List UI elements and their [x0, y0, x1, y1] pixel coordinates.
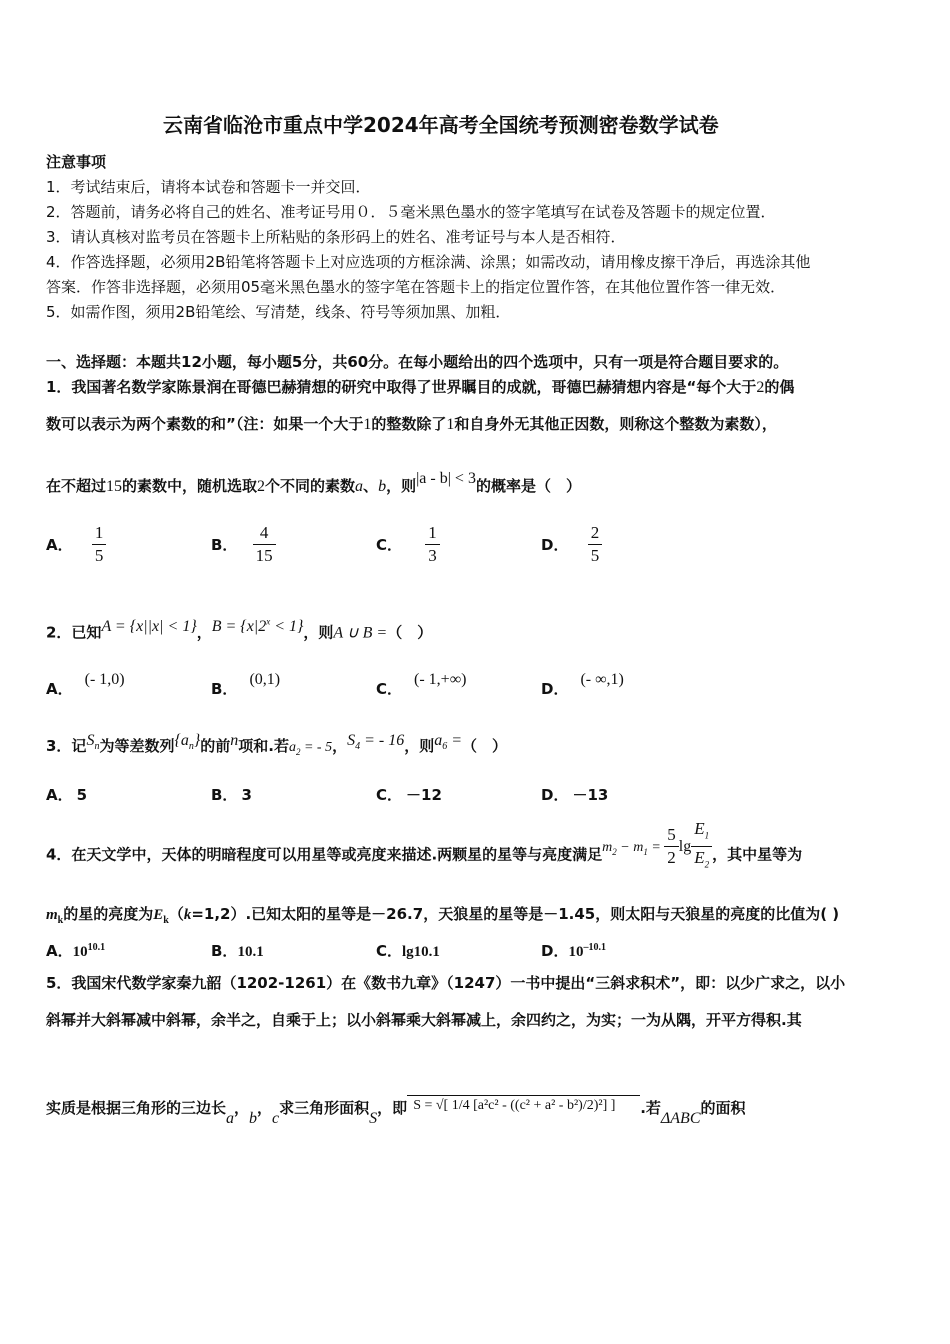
q3-text: 为等差数列	[99, 737, 175, 755]
notice-item: 2．答题前，请务必将自己的姓名、准考证号用０．５毫米黑色墨水的签字笔填写在试卷及答题卡的规定位置．	[46, 203, 776, 221]
option-value: lg10.1	[402, 944, 440, 960]
q5-line2: 斜幂并大斜幂减中斜幂，余半之，自乘于上；以小斜幂乘大斜幂减上，余四约之，为实；一为从隅，开平方得积.其	[46, 1011, 802, 1029]
q5-line1: 5．我国宋代数学家秦九韶（1202-1261）在《数书九章》（1247）一书中提出“三斜求积术”，即：以少广求之，以小	[46, 974, 846, 992]
option-value: －12	[406, 786, 442, 804]
q1-line2	[46, 414, 777, 435]
option-value: (- ∞,1)	[580, 671, 624, 688]
q3-option-d[interactable]	[541, 784, 608, 805]
option-value: (- 1,+∞)	[414, 671, 467, 688]
q1-option-a[interactable]	[46, 522, 106, 567]
q1-text: 的概率是（ ）	[475, 477, 581, 495]
notice-item: 1．考试结束后，请将本试卷和答题卡一并交回．	[46, 178, 371, 196]
q3-text: 的前	[200, 737, 231, 755]
q2-text: ，	[196, 623, 212, 642]
q2-set-b: $B = \{x|2^x < 1\}$	[211, 617, 304, 636]
option-label: C．	[376, 942, 403, 960]
q3-text: 项和.若	[238, 737, 289, 755]
q1-condition: |a - b| < 3	[416, 470, 476, 487]
notice-item: 答案．作答非选择题，必须用05毫米黑色墨水的签字笔在答题卡上的指定位置作答，在其他位置作答一律无效．	[46, 278, 786, 296]
q2-set-a: A = {x||x| < 1}	[101, 618, 197, 636]
q1-text: 1．我国著名数学家陈景润在哥德巴赫猜想的研究中取得了世界瞩目的成就，哥德巴赫猜想内容是“每个大于	[46, 378, 757, 396]
q3-target: $a_6$ =	[434, 732, 463, 753]
q1-text: 和自身外无其他正因数，则称这个整数为素数），	[454, 415, 777, 433]
q5-text: ，	[257, 1099, 273, 1117]
q4-sub: k	[57, 915, 64, 926]
q3-cond1: $a_2$ = - 5	[288, 740, 333, 757]
q4-stem	[46, 819, 803, 886]
option-fraction: $\frac{1}{5}$	[92, 522, 107, 567]
section-heading: 一、选择题：本题共12小题，每小题5分，共60分。在每小题给出的四个选项中，只有一项是符合题目要求的。	[46, 353, 789, 371]
q5-text: 求三角形面积	[279, 1099, 370, 1117]
option-value: 10	[568, 944, 584, 960]
option-value: 10	[72, 944, 88, 960]
q4-lg: lg	[678, 838, 692, 856]
q4-line2	[46, 904, 839, 931]
q4-formula: $m_2 - m_1$ =	[602, 840, 665, 858]
option-value: －13	[572, 786, 609, 804]
q1-num: 2	[257, 478, 266, 495]
q4-text: =1,2）.已知太阳的星等是－26.7，天狼星的星等是－1.45，则太阳与天狼星的亮度的比值为( )	[191, 905, 840, 923]
q5-formula: S = √[ 1/4 [a²c² - ((c² + a² - b²)/2)²] ]	[407, 1095, 640, 1116]
q2-option-c[interactable]	[376, 671, 467, 699]
q1-num: 1	[446, 416, 455, 433]
option-label: B．	[211, 786, 238, 804]
q4-var: E	[153, 907, 164, 923]
option-label: C．	[376, 786, 403, 804]
q1-text: 的素数中，随机选取	[122, 477, 258, 495]
q3-cond2: $S_4$ = - 16	[347, 732, 405, 753]
q3-text: ，	[332, 737, 348, 755]
option-label: D．	[541, 680, 569, 698]
q1-text: 的偶	[764, 378, 795, 396]
q5-text: 实质是根据三角形的三边长	[46, 1099, 227, 1117]
q4-text: ，其中星等为	[712, 845, 803, 864]
q5-var: S	[369, 1110, 378, 1127]
q5-text: ，即	[377, 1099, 408, 1117]
option-label: B．	[211, 536, 238, 554]
q4-var: m	[46, 907, 58, 923]
q5-text: .若	[640, 1099, 661, 1117]
option-value: 10.1	[237, 944, 264, 960]
q4-option-d[interactable]	[541, 940, 606, 961]
option-label: D．	[541, 942, 569, 960]
q3-text: 3．记	[46, 737, 87, 755]
q1-text: 数可以表示为两个素数的和”（注：如果一个大于	[46, 415, 364, 433]
option-label: D．	[541, 536, 569, 554]
q1-text: 的整数除了	[371, 415, 447, 433]
q1-text: ，则	[386, 477, 417, 495]
option-fraction: $\frac{1}{3}$	[425, 522, 440, 567]
page-title: 云南省临沧市重点中学2024年高考全国统考预测密卷数学试卷	[163, 113, 719, 137]
q1-line1	[46, 377, 794, 398]
q1-line3	[46, 470, 581, 497]
q3-option-a[interactable]	[46, 784, 87, 805]
q1-var: a	[355, 478, 364, 495]
q4-text: （	[168, 905, 184, 923]
option-value: 3	[241, 786, 252, 804]
q2-option-a[interactable]	[46, 671, 125, 699]
q1-option-c[interactable]	[376, 522, 440, 567]
q2-stem	[46, 618, 432, 643]
q1-var: b	[378, 478, 387, 495]
option-exponent: 10.1	[87, 942, 106, 953]
q3-an: $\{a_n\}$	[174, 732, 201, 753]
q3-var: n	[230, 732, 239, 749]
q1-num: 1	[363, 416, 372, 433]
option-label: C．	[376, 536, 403, 554]
q2-text: （ ）	[387, 623, 433, 642]
q5-triangle: ΔABC	[660, 1110, 701, 1127]
option-label: A．	[46, 536, 73, 554]
option-value: 5	[76, 786, 88, 804]
q5-var: b	[249, 1110, 258, 1127]
q4-frac: $\frac{5}{2}$	[664, 824, 679, 869]
q1-num: 2	[756, 379, 765, 396]
option-label: D．	[541, 786, 569, 804]
q5-text: 的面积	[700, 1099, 746, 1117]
option-label: A．	[46, 942, 73, 960]
q3-option-c[interactable]	[376, 784, 442, 805]
option-label: B．	[211, 942, 238, 960]
q5-var: c	[272, 1110, 280, 1127]
q5-text: ，	[234, 1099, 250, 1117]
option-value: (0,1)	[249, 671, 281, 688]
option-fraction: $\frac{2}{5}$	[588, 522, 603, 567]
q3-sn: $S_n$	[86, 732, 100, 753]
q4-text: 4．在天文学中，天体的明暗程度可以用星等或亮度来描述.两颗星的星等与亮度满足	[46, 845, 603, 864]
q4-var: k	[183, 907, 192, 923]
q5-line3	[46, 1098, 746, 1127]
q1-text: 在不超过	[46, 477, 107, 495]
q2-expr: A ∪ B =	[333, 624, 388, 642]
q5-var: a	[226, 1110, 235, 1127]
q4-sub: k	[163, 915, 169, 926]
q1-option-d[interactable]	[541, 522, 602, 567]
q1-option-b[interactable]	[211, 522, 276, 567]
notice-heading: 注意事项	[46, 153, 107, 171]
notice-item: 4．作答选择题，必须用2B铅笔将答题卡上对应选项的方框涂满、涂黑；如需改动，请用橡皮擦干净后，再选涂其他	[46, 253, 811, 271]
q2-option-d[interactable]	[541, 671, 624, 699]
option-value: (- 1,0)	[84, 671, 125, 688]
notice-item: 5．如需作图，须用2B铅笔绘、写清楚，线条、符号等须加黑、加粗．	[46, 303, 511, 321]
q4-e-frac: $\frac{E_1}{E_2}$	[691, 818, 712, 876]
q2-text: ，则	[303, 623, 334, 642]
q3-text: ，则	[404, 737, 435, 755]
q2-option-b[interactable]	[211, 671, 281, 699]
q4-text: 的星的亮度为	[63, 905, 154, 923]
q1-num: 15	[106, 478, 123, 495]
option-label: B．	[211, 680, 238, 698]
option-exponent: –10.1	[583, 942, 606, 953]
q2-text: 2．已知	[46, 623, 102, 642]
q1-text: 、	[363, 477, 379, 495]
option-label: A．	[46, 680, 73, 698]
q3-text: （ ）	[462, 737, 508, 755]
q4-option-b[interactable]	[211, 940, 264, 961]
option-fraction: $\frac{4}{15}$	[253, 522, 276, 567]
option-label: A．	[46, 786, 73, 804]
notice-item: 3．请认真核对监考员在答题卡上所粘贴的条形码上的姓名、准考证号与本人是否相符．	[46, 228, 626, 246]
q4-option-c[interactable]	[376, 940, 440, 961]
q1-text: 个不同的素数	[265, 477, 356, 495]
q3-stem	[46, 732, 508, 763]
q4-option-a[interactable]	[46, 940, 105, 961]
q3-option-b[interactable]	[211, 784, 252, 805]
option-label: C．	[376, 680, 403, 698]
